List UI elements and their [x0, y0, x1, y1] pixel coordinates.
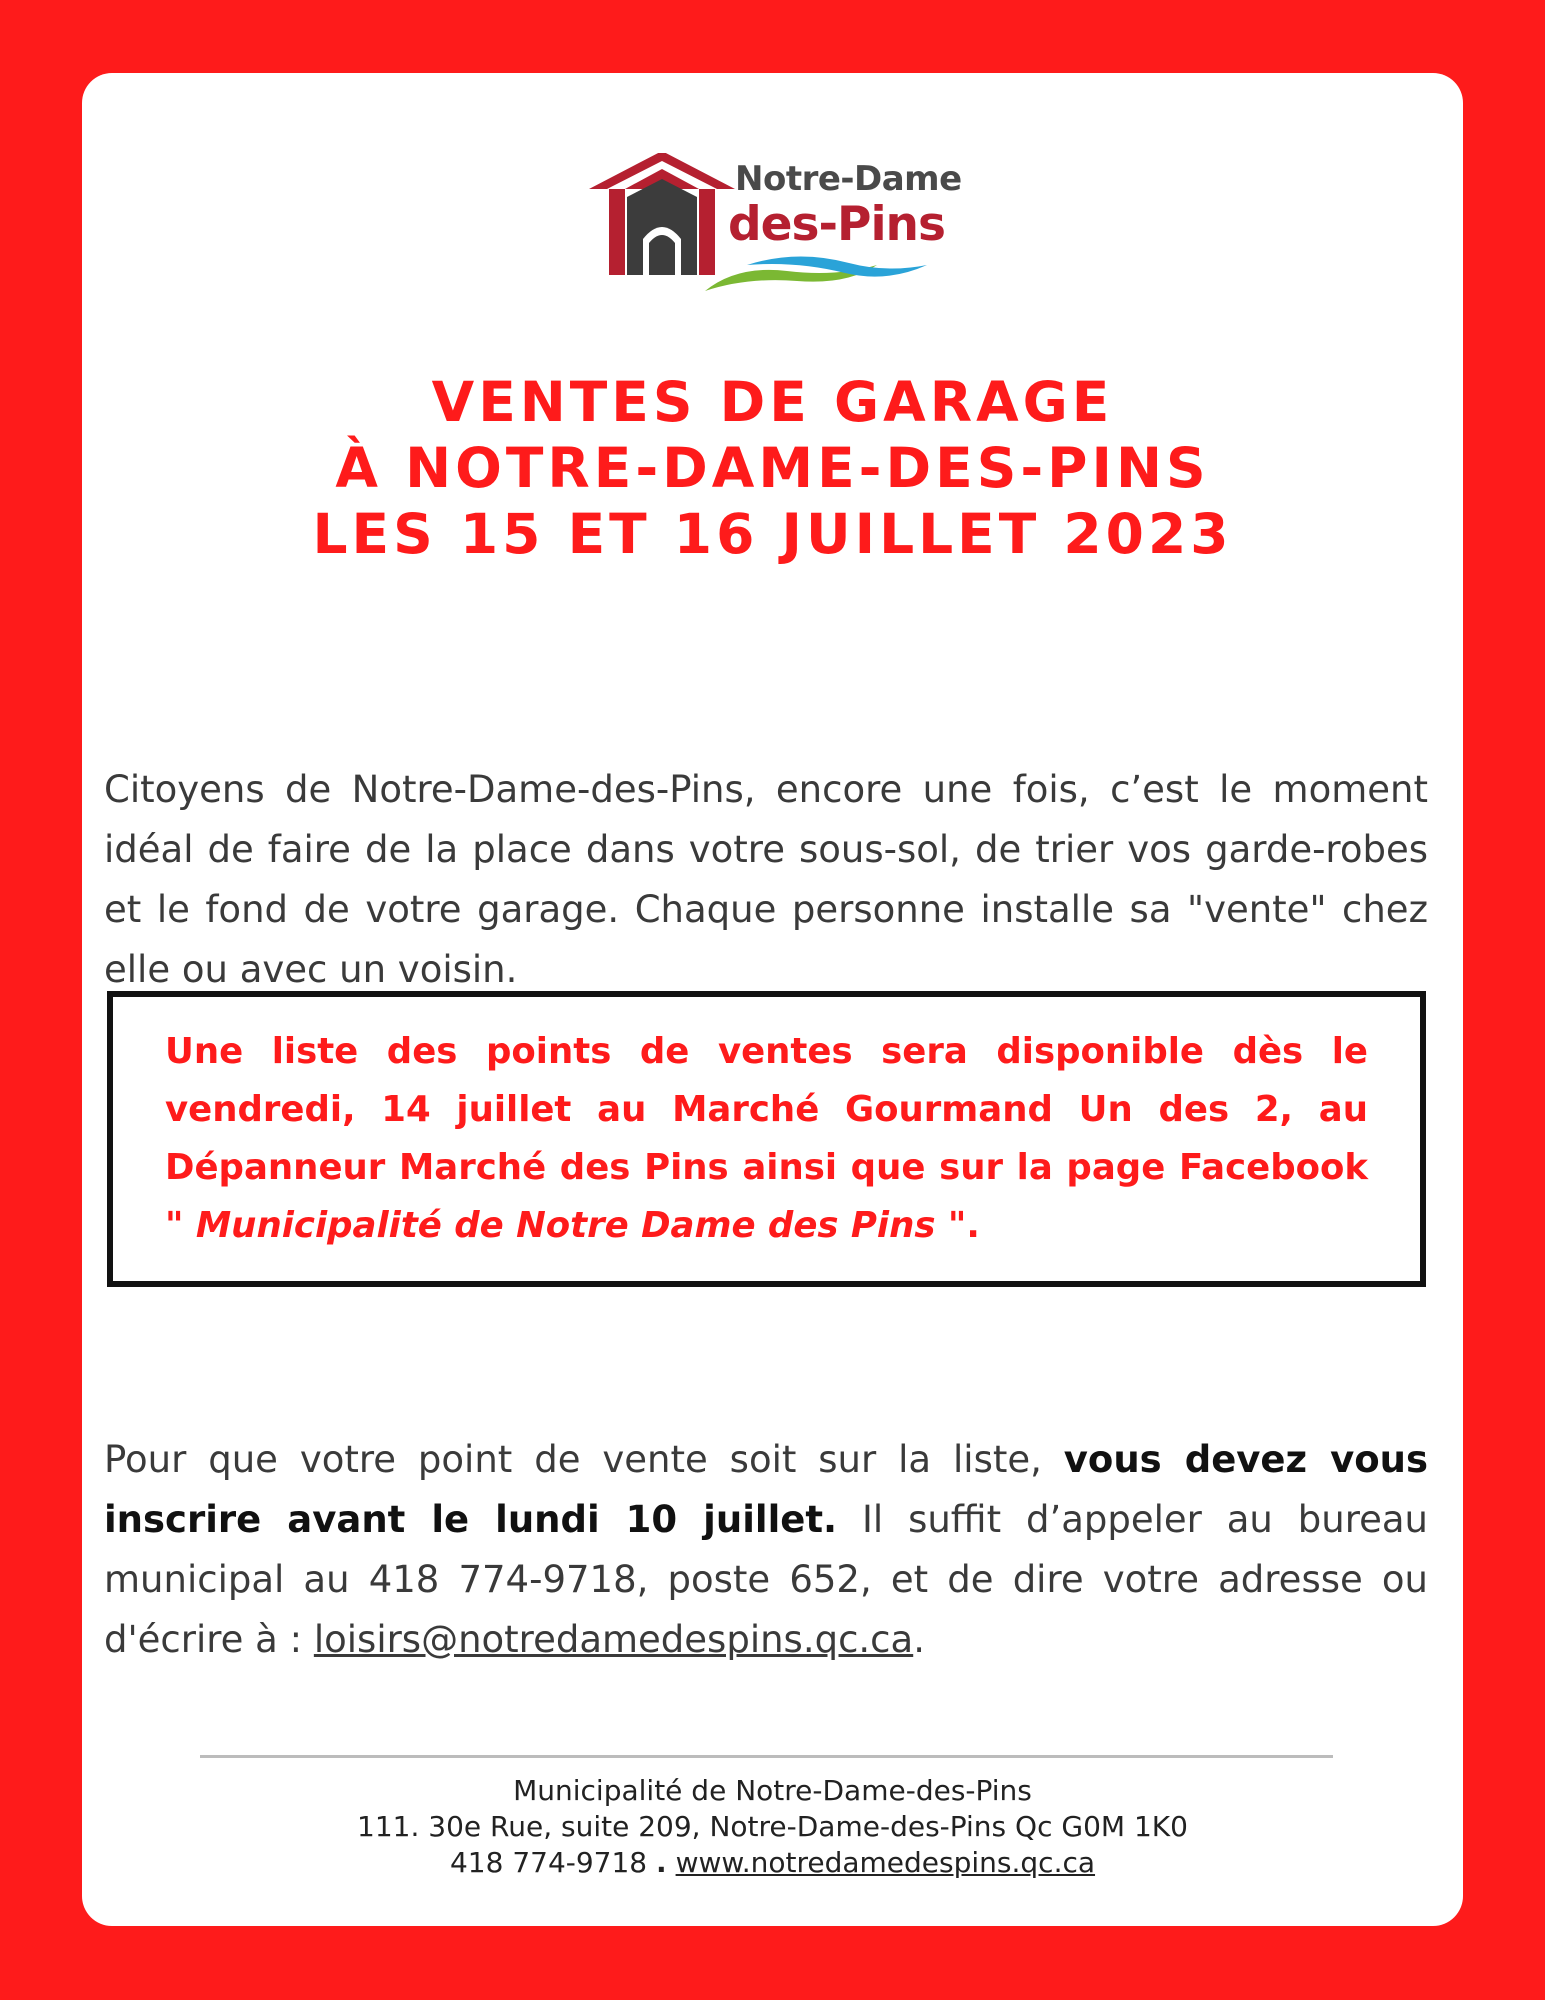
signup-deadline: vous devez vous inscrire avant le lundi 10 juillet. — [104, 1438, 1428, 1541]
signup-lead: Pour que votre point de vente soit sur la liste, — [104, 1438, 1064, 1481]
notice-text — [165, 1023, 1368, 1255]
signup-end: . — [913, 1618, 925, 1661]
signup-paragraph — [104, 1430, 1428, 1670]
notice-main: Une liste des points de ventes sera disponible dès le vendredi, 14 juillet au Marché Gourmand Un des 2, au Dépanneur Marché des Pins ainsi que sur la page Facebook " — [165, 1031, 1368, 1246]
title-line-1: VENTES DE GARAGE — [431, 370, 1114, 434]
website-link[interactable]: www.notredamedespins.qc.ca — [675, 1846, 1096, 1879]
intro-paragraph: Citoyens de Notre-Dame-des-Pins, encore une fois, c’est le moment idéal de faire de la place dans votre sous-sol, de trier vos garde-robes et le fond de votre garage. Chaque personne installe sa "vente" chez elle ou avec un voisin. — [104, 768, 1428, 991]
footer — [82, 1773, 1463, 1881]
logo-text-bottom: des-Pins — [728, 197, 945, 252]
notice-end: ". — [947, 1205, 980, 1246]
email-link[interactable]: loisirs@notredamedespins.qc.ca — [313, 1618, 914, 1661]
municipality-logo — [587, 153, 1007, 293]
footer-separator: . — [656, 1846, 667, 1879]
title-line-3: LES 15 ET 16 JUILLET 2023 — [312, 502, 1233, 566]
footer-org: Municipalité de Notre-Dame-des-Pins — [513, 1774, 1032, 1807]
facebook-page-name: Municipalité de Notre Dame des Pins — [183, 1205, 948, 1246]
poster-title — [82, 369, 1463, 567]
logo-text-top: Notre-Dame — [735, 159, 962, 199]
notice-box — [107, 991, 1426, 1287]
waves-icon — [587, 153, 1007, 293]
title-line-2: À NOTRE-DAME-DES-PINS — [335, 436, 1210, 500]
footer-contact — [82, 1845, 1463, 1881]
footer-phone: 418 774-9718 — [449, 1846, 648, 1879]
signup-instructions: Il suffit d’appeler au bureau municipal au 418 774-9718, poste 652, et de dire votre adresse ou d'écrire à : — [104, 1498, 1428, 1661]
poster-card — [82, 73, 1463, 1926]
footer-divider — [200, 1755, 1333, 1758]
footer-address: 111. 30e Rue, suite 209, Notre-Dame-des-Pins Qc G0M 1K0 — [357, 1810, 1188, 1843]
